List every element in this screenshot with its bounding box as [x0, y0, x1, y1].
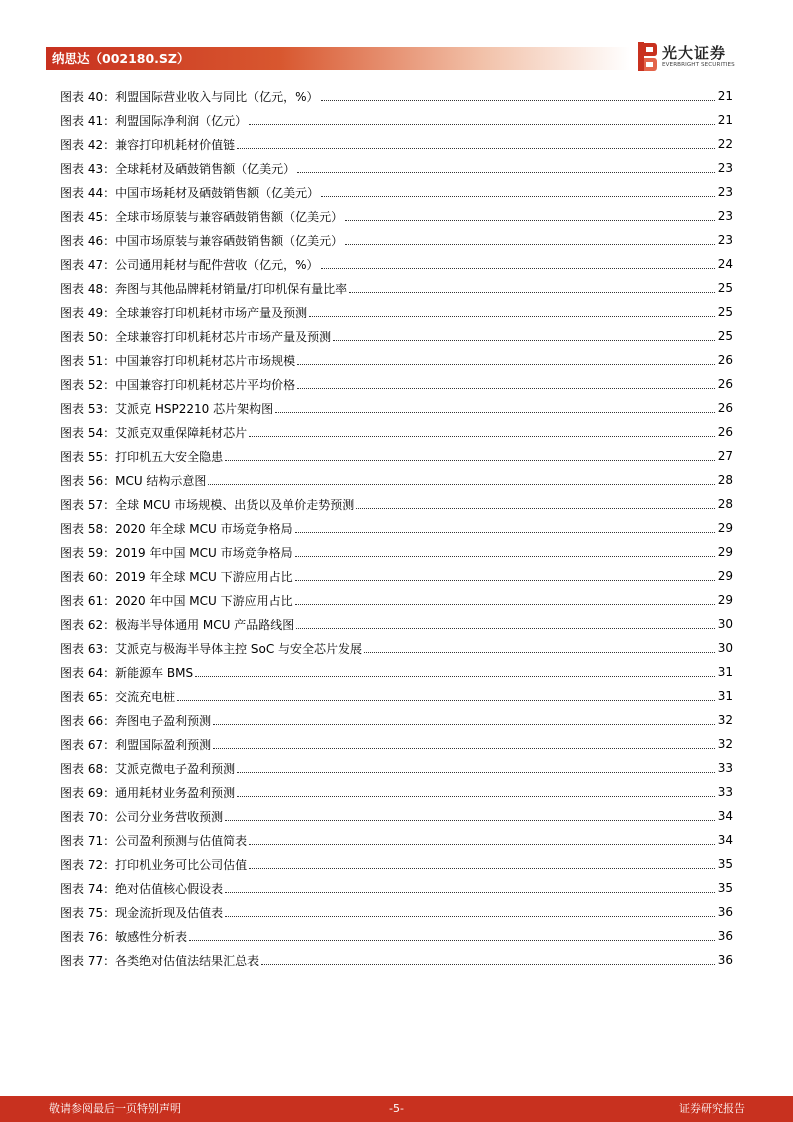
- toc-entry-page: 23: [717, 233, 733, 247]
- toc-entry-label: 图表 74：绝对估值核心假设表: [60, 881, 224, 896]
- toc-entry-label: 图表 50：全球兼容打印机耗材芯片市场产量及预测: [60, 329, 332, 344]
- toc-entry[interactable]: [60, 444, 733, 468]
- toc-entry-page: 26: [717, 377, 733, 391]
- toc-entry-page: 33: [717, 761, 733, 775]
- toc-entry[interactable]: [60, 468, 733, 492]
- toc-entry[interactable]: [60, 132, 733, 156]
- toc-entry[interactable]: [60, 756, 733, 780]
- toc-entry-page: 25: [717, 329, 733, 343]
- toc-entry-label: 图表 43：全球耗材及硒鼓销售额（亿美元）: [60, 161, 296, 176]
- toc-entry-page: 28: [717, 497, 733, 511]
- toc-dot-leader: [297, 171, 715, 173]
- toc-entry[interactable]: [60, 948, 733, 972]
- logo-english-name: EVERBRIGHT SECURITIES: [662, 62, 735, 68]
- toc-entry-label: 图表 45：全球市场原装与兼容硒鼓销售额（亿美元）: [60, 209, 344, 224]
- toc-entry[interactable]: [60, 276, 733, 300]
- toc-entry-label: 图表 61：2020 年中国 MCU 下游应用占比: [60, 593, 293, 608]
- toc-entry-label: 图表 68：艾派克微电子盈利预测: [60, 761, 236, 776]
- toc-entry-label: 图表 52：中国兼容打印机耗材芯片平均价格: [60, 377, 296, 392]
- toc-entry[interactable]: [60, 228, 733, 252]
- toc-entry-label: 图表 59：2019 年中国 MCU 市场竞争格局: [60, 545, 293, 560]
- toc-entry-page: 28: [717, 473, 733, 487]
- toc-dot-leader: [249, 843, 715, 845]
- toc-dot-leader: [321, 267, 716, 269]
- toc-entry-label: 图表 57：全球 MCU 市场规模、出货以及单价走势预测: [60, 497, 355, 512]
- page-header: [0, 0, 793, 80]
- toc-entry-page: 32: [717, 737, 733, 751]
- company-title: 纳思达（002180.SZ）: [52, 51, 190, 66]
- toc-entry-label: 图表 71：公司盈利预测与估值简表: [60, 833, 248, 848]
- toc-dot-leader: [309, 315, 715, 317]
- toc-entry-label: 图表 70：公司分业务营收预测: [60, 809, 224, 824]
- toc-dot-leader: [297, 387, 715, 389]
- toc-entry-label: 图表 65：交流充电桩: [60, 689, 176, 704]
- toc-entry-label: 图表 54：艾派克双重保障耗材芯片: [60, 425, 248, 440]
- toc-entry-label: 图表 53：艾派克 HSP2210 芯片架构图: [60, 401, 274, 416]
- toc-entry-page: 23: [717, 161, 733, 175]
- toc-dot-leader: [237, 771, 715, 773]
- toc-entry-page: 26: [717, 353, 733, 367]
- toc-dot-leader: [195, 675, 715, 677]
- toc-entry-label: 图表 51：中国兼容打印机耗材芯片市场规模: [60, 353, 296, 368]
- toc-entry-label: 图表 40：利盟国际营业收入与同比（亿元，%）: [60, 89, 319, 104]
- toc-entry[interactable]: [60, 348, 733, 372]
- toc-dot-leader: [295, 555, 715, 557]
- toc-entry-label: 图表 60：2019 年全球 MCU 下游应用占比: [60, 569, 293, 584]
- toc-entry[interactable]: [60, 780, 733, 804]
- toc-dot-leader: [345, 243, 715, 245]
- toc-entry-page: 31: [717, 665, 733, 679]
- figure-list: [60, 84, 733, 972]
- toc-dot-leader: [321, 195, 715, 197]
- toc-entry-page: 22: [717, 137, 733, 151]
- toc-entry[interactable]: [60, 876, 733, 900]
- toc-entry[interactable]: [60, 564, 733, 588]
- toc-dot-leader: [296, 627, 715, 629]
- toc-dot-leader: [349, 291, 715, 293]
- toc-entry[interactable]: [60, 684, 733, 708]
- toc-entry-page: 31: [717, 689, 733, 703]
- toc-entry[interactable]: [60, 204, 733, 228]
- toc-entry-page: 29: [717, 593, 733, 607]
- toc-entry[interactable]: [60, 420, 733, 444]
- toc-entry-page: 36: [717, 953, 733, 967]
- toc-entry-page: 27: [717, 449, 733, 463]
- toc-dot-leader: [249, 867, 715, 869]
- toc-dot-leader: [208, 483, 715, 485]
- toc-entry[interactable]: [60, 492, 733, 516]
- toc-entry[interactable]: [60, 828, 733, 852]
- toc-entry-label: 图表 47：公司通用耗材与配件营收（亿元，%）: [60, 257, 319, 272]
- toc-dot-leader: [295, 579, 715, 581]
- toc-entry-label: 图表 44：中国市场耗材及硒鼓销售额（亿美元）: [60, 185, 320, 200]
- toc-dot-leader: [297, 363, 715, 365]
- toc-entry-label: 图表 66：奔图电子盈利预测: [60, 713, 212, 728]
- toc-entry-page: 33: [717, 785, 733, 799]
- toc-entry-page: 24: [717, 257, 733, 271]
- toc-entry[interactable]: [60, 516, 733, 540]
- toc-entry-page: 23: [717, 185, 733, 199]
- toc-dot-leader: [295, 531, 715, 533]
- toc-entry-page: 21: [717, 113, 733, 127]
- toc-entry-label: 图表 62：极海半导体通用 MCU 产品路线图: [60, 617, 295, 632]
- page-footer: [0, 1096, 793, 1122]
- toc-entry-label: 图表 63：艾派克与极海半导体主控 SoC 与安全芯片发展: [60, 641, 363, 656]
- toc-dot-leader: [177, 699, 715, 701]
- toc-entry-label: 图表 56：MCU 结构示意图: [60, 473, 207, 488]
- toc-entry-page: 23: [717, 209, 733, 223]
- toc-entry-label: 图表 42：兼容打印机耗材价值链: [60, 137, 236, 152]
- toc-dot-leader: [237, 795, 715, 797]
- report-type: 证券研究报告: [679, 1102, 745, 1115]
- toc-entry[interactable]: [60, 84, 733, 108]
- toc-entry-page: 35: [717, 857, 733, 871]
- toc-dot-leader: [225, 459, 715, 461]
- toc-entry-page: 36: [717, 929, 733, 943]
- toc-entry-page: 32: [717, 713, 733, 727]
- toc-entry[interactable]: [60, 540, 733, 564]
- toc-entry[interactable]: [60, 636, 733, 660]
- toc-dot-leader: [275, 411, 715, 413]
- toc-dot-leader: [225, 891, 715, 893]
- toc-entry[interactable]: [60, 708, 733, 732]
- toc-entry-label: 图表 69：通用耗材业务盈利预测: [60, 785, 236, 800]
- toc-entry-page: 30: [717, 641, 733, 655]
- toc-dot-leader: [364, 651, 715, 653]
- toc-entry[interactable]: [60, 324, 733, 348]
- toc-entry-label: 图表 48：奔图与其他品牌耗材销量/打印机保有量比率: [60, 281, 348, 296]
- toc-dot-leader: [237, 147, 715, 149]
- toc-entry[interactable]: [60, 108, 733, 132]
- toc-dot-leader: [189, 939, 715, 941]
- toc-entry-page: 26: [717, 401, 733, 415]
- toc-entry[interactable]: [60, 900, 733, 924]
- toc-dot-leader: [249, 123, 715, 125]
- toc-entry-page: 29: [717, 521, 733, 535]
- toc-entry-page: 30: [717, 617, 733, 631]
- toc-entry-label: 图表 75：现金流折现及估值表: [60, 905, 224, 920]
- toc-entry-label: 图表 46：中国市场原装与兼容硒鼓销售额（亿美元）: [60, 233, 344, 248]
- toc-entry-label: 图表 72：打印机业务可比公司估值: [60, 857, 248, 872]
- toc-dot-leader: [333, 339, 715, 341]
- toc-entry-page: 34: [717, 833, 733, 847]
- toc-dot-leader: [295, 603, 715, 605]
- toc-entry-page: 26: [717, 425, 733, 439]
- toc-entry-page: 25: [717, 281, 733, 295]
- toc-entry[interactable]: [60, 924, 733, 948]
- toc-entry[interactable]: [60, 300, 733, 324]
- toc-entry[interactable]: [60, 396, 733, 420]
- toc-dot-leader: [356, 507, 715, 509]
- toc-dot-leader: [213, 723, 715, 725]
- toc-dot-leader: [321, 99, 716, 101]
- toc-entry-page: 21: [717, 89, 733, 103]
- toc-entry[interactable]: [60, 732, 733, 756]
- toc-entry[interactable]: [60, 180, 733, 204]
- toc-entry[interactable]: [60, 612, 733, 636]
- toc-entry[interactable]: [60, 852, 733, 876]
- toc-entry-label: 图表 58：2020 年全球 MCU 市场竞争格局: [60, 521, 293, 536]
- toc-entry-page: 35: [717, 881, 733, 895]
- toc-entry[interactable]: [60, 804, 733, 828]
- everbright-logo: [636, 41, 736, 73]
- toc-entry-label: 图表 67：利盟国际盈利预测: [60, 737, 212, 752]
- toc-entry[interactable]: [60, 660, 733, 684]
- toc-entry-label: 图表 41：利盟国际净利润（亿元）: [60, 113, 248, 128]
- toc-entry[interactable]: [60, 372, 733, 396]
- toc-dot-leader: [249, 435, 715, 437]
- disclaimer-note: 敬请参阅最后一页特别声明: [49, 1102, 181, 1115]
- everbright-logo-icon: [636, 41, 658, 72]
- logo-chinese-name: 光大证券: [662, 44, 727, 62]
- toc-dot-leader: [345, 219, 715, 221]
- toc-entry-label: 图表 76：敏感性分析表: [60, 929, 188, 944]
- toc-dot-leader: [213, 747, 715, 749]
- toc-dot-leader: [261, 963, 715, 965]
- toc-entry[interactable]: [60, 156, 733, 180]
- page-number: -5-: [389, 1102, 404, 1115]
- toc-entry-page: 29: [717, 569, 733, 583]
- toc-entry-page: 29: [717, 545, 733, 559]
- toc-entry-label: 图表 77：各类绝对估值法结果汇总表: [60, 953, 260, 968]
- toc-entry-label: 图表 64：新能源车 BMS: [60, 665, 194, 680]
- toc-entry-label: 图表 55：打印机五大安全隐患: [60, 449, 224, 464]
- toc-entry[interactable]: [60, 588, 733, 612]
- toc-entry[interactable]: [60, 252, 733, 276]
- toc-entry-page: 36: [717, 905, 733, 919]
- toc-entry-label: 图表 49：全球兼容打印机耗材市场产量及预测: [60, 305, 308, 320]
- toc-entry-page: 34: [717, 809, 733, 823]
- toc-entry-page: 25: [717, 305, 733, 319]
- toc-dot-leader: [225, 915, 715, 917]
- toc-dot-leader: [225, 819, 715, 821]
